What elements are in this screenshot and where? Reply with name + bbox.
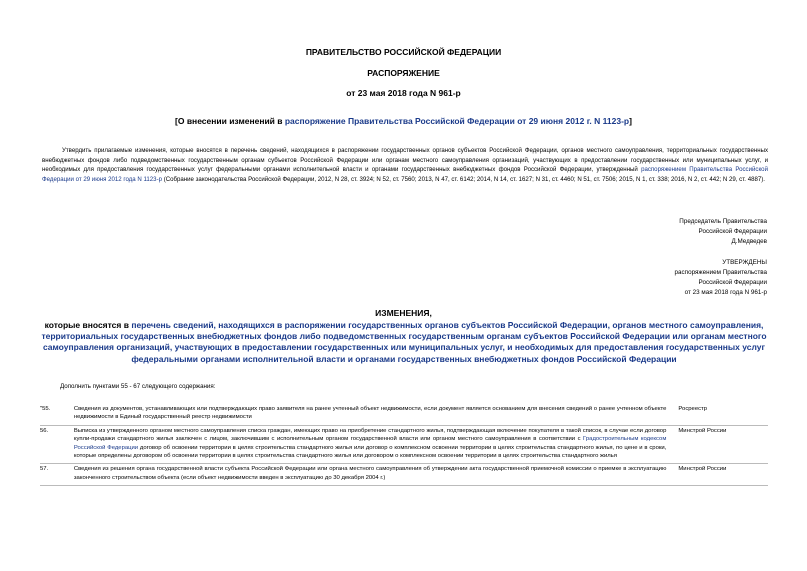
approval-line-4: от 23 мая 2018 года N 961-р [684,289,767,296]
item-organization: Росреестр [672,404,768,425]
item-description-link[interactable]: Градостроительным кодексом Российской Федерации [73,436,667,451]
supplement-text: Дополнить пунктами 55 - 67 следующего содержания: [60,383,216,390]
paragraph-link[interactable]: распоряжением Правительства Российской Федерации от 29 июня 2012 года N 1123-р [42,166,768,183]
approval-block [567,258,767,298]
signature-line-1: Председатель Правительства [679,218,767,225]
item-description: Сведения из документов, устанавливающих или подтверждающих право заявителя на ранее учтенный объект недвижимости, если документ является основанием для внесения сведений о ранее учтенном объекте недвижимости в Единый государственный реестр недвижимости [74,404,673,425]
changes-prefix: которые вносятся в [44,320,132,330]
title-link[interactable]: распоряжение Правительства Российской Федерации от 29 июня 2012 г. N 1123-р [284,116,630,126]
paragraph-text-2: (Собрание законодательства Российской Федерации, 2012, N 28, ст. 3924; N 52, ст. 7560; 2013, N 47, ст. 6142; 2014, N 14, ст. 1627; N 31, ст. 4460; N 51, ст. 7506; 2015, N 1, ст. 338; 2016, N 2, ст. 442; N 29, ст. 4887). [162,175,765,183]
changes-title: ИЗМЕНЕНИЯ, [375,308,432,318]
signature-line-3: Д.Медведев [731,238,767,245]
title-suffix: ] [629,116,632,126]
approval-line-3: Российской Федерации [698,279,767,286]
title-prefix: [О внесении изменений в [175,116,285,126]
signature-line-2: Российской Федерации [698,228,767,235]
approval-line-2: распоряжением Правительства [674,269,767,276]
table-row [40,425,768,464]
document-date-number: от 23 мая 2018 года N 961-р [346,88,461,98]
approval-line-1: УТВЕРЖДЕНЫ [722,259,767,266]
table-row [40,464,768,486]
resolution-paragraph [42,146,768,184]
signature-block [567,217,767,247]
item-number: "55. [40,404,74,425]
item-number: 57. [40,464,74,486]
item-organization: Минстрой России [672,425,768,464]
changes-link[interactable]: перечень сведений, находящихся в распоряжении государственных органов субъектов Российской Федерации, органов местного самоуправления, территориальных государственных внебюджетных фондов либо подведомственных государственным органам субъектов Российской Федерации или органам местного самоуправления организаций, участвующих в предоставлении государственных или муниципальных услуг, и необходимых для предоставления государственных услуг федеральными органами исполнительной власти и органами государственных внебюджетных фондов Российской Федерации [41,320,767,364]
document-title [0,116,807,126]
paragraph-text-1: Утвердить прилагаемые изменения, которые вносятся в перечень сведений, находящихся в распоряжении государственных органов субъектов Российской Федерации, органов местного самоуправления, территориальных государственных внебюджетных фондов либо подведомственных государственным органам субъектов Российской Федерации или органам местного самоуправления организаций, участвующих в предоставлении государственных или муниципальных услуг, и необходимых для предоставления государственных услуг федеральными органами исполнительной власти и органами государственных внебюджетных фондов Российской Федерации, утвержденный [42,147,768,174]
item-description-text-1: Выписка из утвержденного органом местного самоуправления списка граждан, имеющих право на приобретение стандартного жилья, подтверждающая включение покупателя в такой список, в случае если договор купли-продажи стандартного жилья заключен с лицом, заключившим с исполнительным органом государственной власти или органом местного самоуправления в соответствии с [73,427,667,443]
document-type: РАСПОРЯЖЕНИЕ [367,68,440,78]
item-organization: Минстрой России [672,464,768,486]
item-description: Сведения из решения органа государственной власти субъекта Российской Федерации или органа местного самоуправления об утверждении акта государственной приемочной комиссии о приемке в эксплуатацию законченного строительством объекта (если объект недвижимости введен в эксплуатацию до 30 декабря 2004 г.) [74,464,673,486]
items-table [40,404,768,486]
government-heading: ПРАВИТЕЛЬСТВО РОССИЙСКОЙ ФЕДЕРАЦИИ [305,47,502,57]
item-number: 56. [40,425,74,464]
changes-subtitle [40,320,768,365]
item-description [74,425,673,464]
item-description-text-2: договор об освоении территории в целях строительства стандартного жилья или договор о комплексном освоении территории в целях строительства стандартного жилья, по цене и в сроки, которые определены договором об освоении территории в целях строительства стандартного жилья или договором о комплексном освоении территории в целях строительства стандартного жилья [73,444,667,460]
table-row [40,404,768,425]
